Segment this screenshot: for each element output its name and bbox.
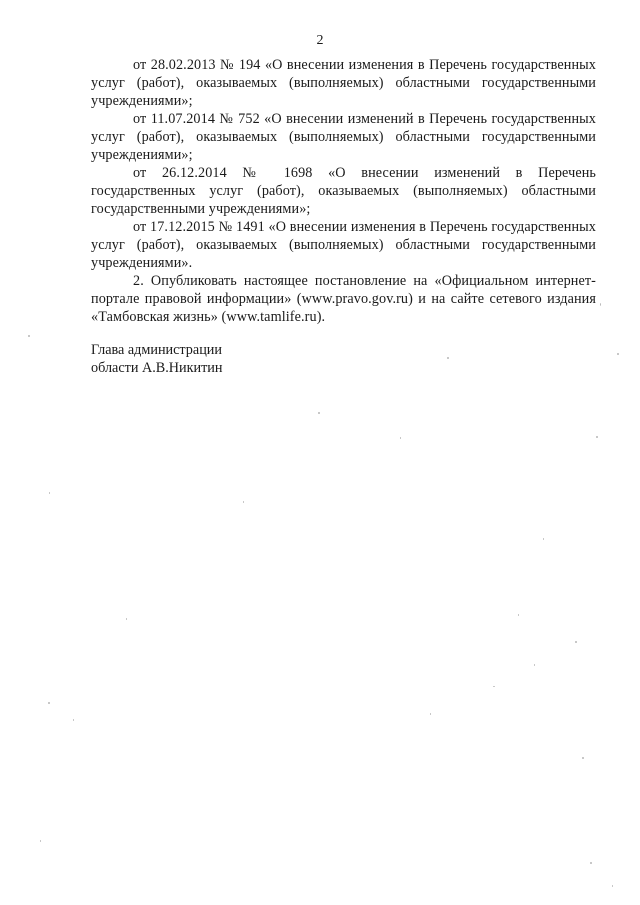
scan-speck bbox=[543, 538, 544, 540]
document-body bbox=[91, 56, 596, 326]
scan-speck bbox=[126, 618, 127, 620]
scan-speck bbox=[575, 641, 577, 643]
scan-speck bbox=[243, 501, 244, 503]
paragraph-decree-2014-december: от 26.12.2014 № 1698 «О внесении изменений в Перечень государственных услуг (работ), оказываемых (выполняемых) областными государственными учреждениями»; bbox=[91, 165, 596, 217]
scan-speck bbox=[40, 840, 41, 842]
scan-speck bbox=[48, 702, 50, 704]
scan-speck bbox=[518, 614, 519, 616]
signature-block bbox=[91, 341, 222, 377]
scan-speck bbox=[534, 664, 535, 666]
scan-speck bbox=[493, 686, 495, 687]
scan-speck bbox=[612, 885, 613, 887]
signature-name: области А.В.Никитин bbox=[91, 360, 223, 376]
scan-speck bbox=[600, 303, 601, 306]
paragraph-decree-2014-july: от 11.07.2014 № 752 «О внесении изменений в Перечень государственных услуг (работ), оказываемых (выполняемых) областными государственными учреждениями»; bbox=[91, 111, 596, 163]
scan-speck bbox=[596, 436, 598, 438]
paragraph-publication: 2. Опубликовать настоящее постановление на «Официальном интернет-портале правовой информации» (www.pravo.gov.ru) и на сайте сетевого издания «Тамбовская жизнь» (www.tamlife.ru). bbox=[91, 273, 596, 325]
scan-speck bbox=[28, 335, 30, 337]
scan-speck bbox=[400, 437, 401, 439]
scan-speck bbox=[73, 719, 74, 721]
scan-speck bbox=[590, 862, 592, 864]
signature-title: Глава администрации bbox=[91, 342, 222, 358]
scan-speck bbox=[447, 357, 449, 359]
scan-speck bbox=[318, 412, 320, 414]
scan-speck bbox=[617, 353, 619, 355]
paragraph-decree-2015: от 17.12.2015 № 1491 «О внесении изменения в Перечень государственных услуг (работ), оказываемых (выполняемых) областными государственными учреждениями». bbox=[91, 219, 596, 271]
scan-speck bbox=[430, 713, 431, 715]
page-number: 2 bbox=[316, 33, 324, 48]
scan-speck bbox=[49, 492, 50, 494]
paragraph-decree-2013: от 28.02.2013 № 194 «О внесении изменения в Перечень государственных услуг (работ), оказываемых (выполняемых) областными государственными учреждениями»; bbox=[91, 57, 596, 109]
scan-speck bbox=[582, 757, 584, 759]
